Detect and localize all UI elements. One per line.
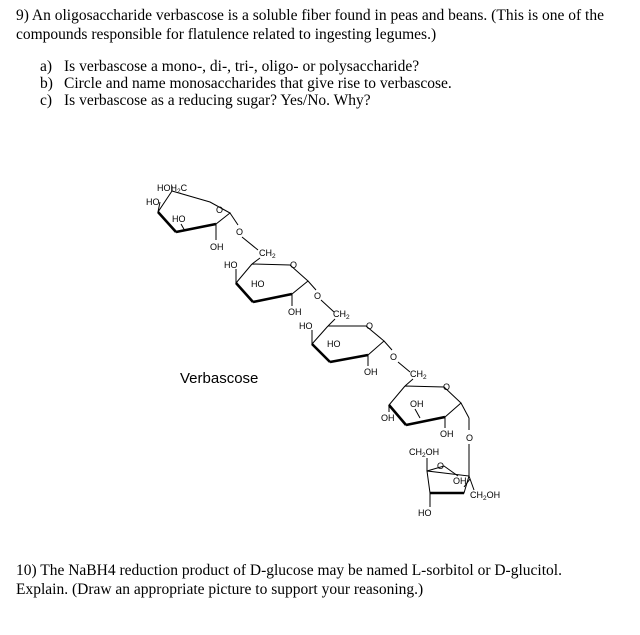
ho-label: HO — [327, 339, 341, 349]
ch2oh-label: $CH_2OH$ — [470, 490, 501, 502]
glycosidic-o-label: O — [236, 227, 244, 237]
ho-label: HO — [299, 321, 313, 331]
ho-label: HO — [418, 508, 432, 518]
ring-o-label: O — [366, 321, 374, 331]
glycosidic-o-label: O — [390, 352, 398, 362]
ch2-label: $CH_2$ — [410, 369, 427, 381]
ring-o-label: O — [437, 461, 445, 471]
oh-label: OH — [210, 242, 224, 252]
glycosidic-o-label: O — [314, 291, 322, 301]
ring-o-label: O — [216, 205, 224, 215]
ring-1 — [146, 183, 258, 252]
question-9-text: 9) An oligosaccharide verbascose is a soluble fiber found in peas and beans. (This is one of the compounds responsible for flatulence related to ingesting legumes.) — [16, 7, 604, 43]
oh-label: OH — [410, 399, 424, 409]
ring-2 — [224, 248, 334, 317]
ch2-label: $CH_2$ — [259, 248, 276, 260]
ho-label: HO — [146, 197, 160, 207]
question-10-text: 10) The NaBH4 reduction product of D-glucose may be named L-sorbitol or D-glucitol. Explain. (Draw an appropriate picture to support your reasoning.) — [16, 562, 562, 598]
oh-label: OH — [440, 429, 454, 439]
oh-label: OH — [364, 367, 378, 377]
ring-3 — [299, 309, 410, 377]
part-a-label: a) — [40, 58, 53, 75]
ch2oh-label: $CH_2OH$ — [409, 447, 440, 459]
ring-4 — [381, 369, 473, 443]
glycosidic-o-label: O — [466, 433, 474, 443]
part-b-label: b) — [40, 75, 53, 92]
hoh2c-label: $HOH_2C$ — [157, 183, 188, 195]
ring-o-label: O — [443, 382, 451, 392]
figure-caption: Verbascose — [180, 370, 259, 387]
oh-label: OH — [381, 413, 395, 423]
ho-label: HO — [224, 260, 238, 270]
part-b-text: Circle and name monosaccharides that give rise to verbascose. — [64, 75, 452, 92]
part-a-text: Is verbascose a mono-, di-, tri-, oligo- or polysaccharide? — [64, 58, 420, 75]
part-c-label: c) — [40, 92, 53, 109]
ho-label: HO — [172, 214, 186, 224]
oh-label: OH — [288, 307, 302, 317]
oh-label: OH — [453, 476, 467, 486]
ho-label: HO — [251, 279, 265, 289]
ch2-label: $CH_2$ — [333, 309, 350, 321]
ring-5 — [409, 444, 500, 518]
part-c-text: Is verbascose as a reducing sugar? Yes/No. Why? — [64, 92, 371, 109]
ring-o-label: O — [290, 260, 298, 270]
